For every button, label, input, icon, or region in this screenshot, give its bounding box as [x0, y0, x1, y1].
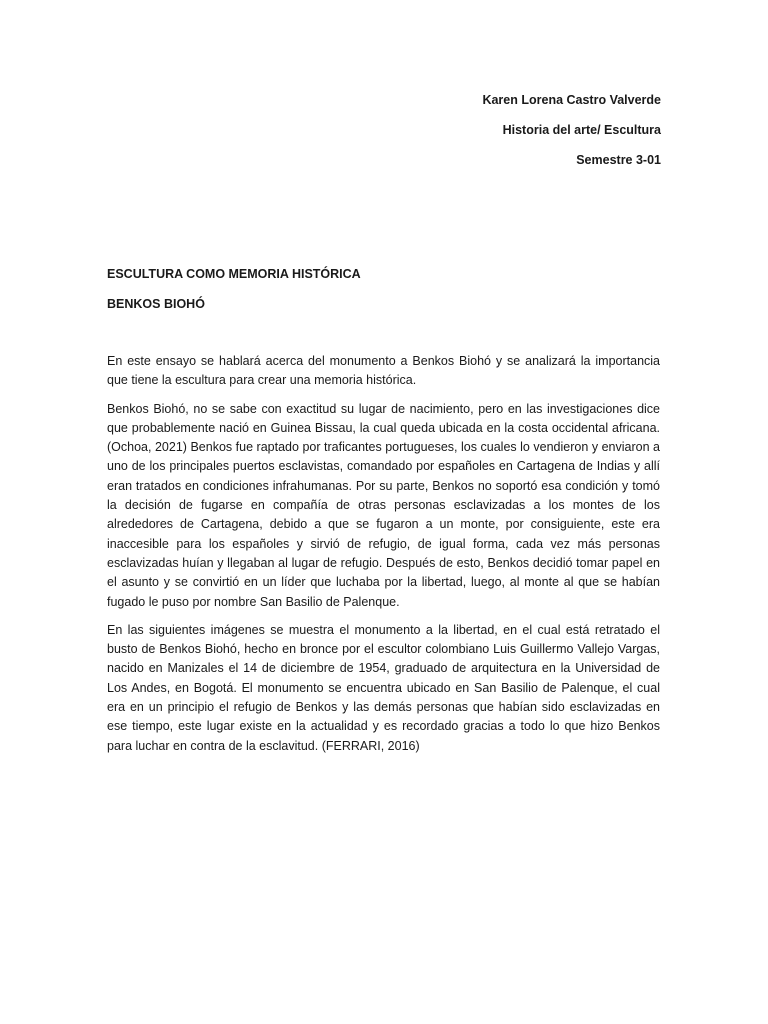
document-header — [482, 90, 661, 180]
paragraph-biography: Benkos Biohó, no se sabe con exactitud su lugar de nacimiento, pero en las investigaciones dice que probablemente nació en Guinea Bissau, la cual queda ubicada en la costa occidental africana. (Ochoa, 2021) Benkos fue raptado por traficantes portugueses, los cuales lo vendieron y enviaron a uno de los principales puertos esclavistas, comandado por españoles en Cartagena de Indias y allí eran tratados en condiciones infrahumanas. Por su parte, Benkos no soportó esa condición y tomó la decisión de fugarse en compañía de otras personas esclavizadas a los montes de los alrededores de Cartagena, debido a que se fugaron a un monte, por consiguiente, este era inaccesible para los españoles y sirvió de refugio, de igual forma, cada vez más personas esclavizadas huían y llegaban al lugar de refugio. Después de esto, Benkos decidió tomar papel en el asunto y se convirtió en un líder que luchaba por la libertad, luego, al monte al que se habían fugado le puso por nombre San Basilio de Palenque. — [107, 401, 660, 609]
course-name: Historia del arte/ Escultura — [502, 123, 661, 137]
document-subtitle: BENKOS BIOHÓ — [107, 297, 205, 311]
author-name: Karen Lorena Castro Valverde — [482, 93, 661, 107]
semester-label: Semestre 3-01 — [576, 153, 661, 167]
paragraph-intro: En este ensayo se hablará acerca del monumento a Benkos Biohó y se analizará la importancia que tiene la escultura para crear una memoria histórica. — [107, 354, 660, 388]
document-titles — [107, 263, 361, 323]
paragraph-monument: En las siguientes imágenes se muestra el monumento a la libertad, en el cual está retratado el busto de Benkos Biohó, hecho en bronce por el escultor colombiano Luis Guillermo Vallejo Vargas, nacido en Manizales el 14 de diciembre de 1954, graduado de arquitectura en la Universidad de Los Andes, en Bogotá. El monumento se encuentra ubicado en San Basilio de Palenque, el cual era en un principio el refugio de Benkos y las demás personas que habían sido esclavizadas en ese tiempo, este lugar existe en la actualidad y es recordado gracias a todo lo que hizo Benkos para luchar en contra de la esclavitud. (FERRARI, 2016) — [107, 622, 660, 753]
document-title: ESCULTURA COMO MEMORIA HISTÓRICA — [107, 267, 361, 281]
document-body — [107, 352, 660, 765]
